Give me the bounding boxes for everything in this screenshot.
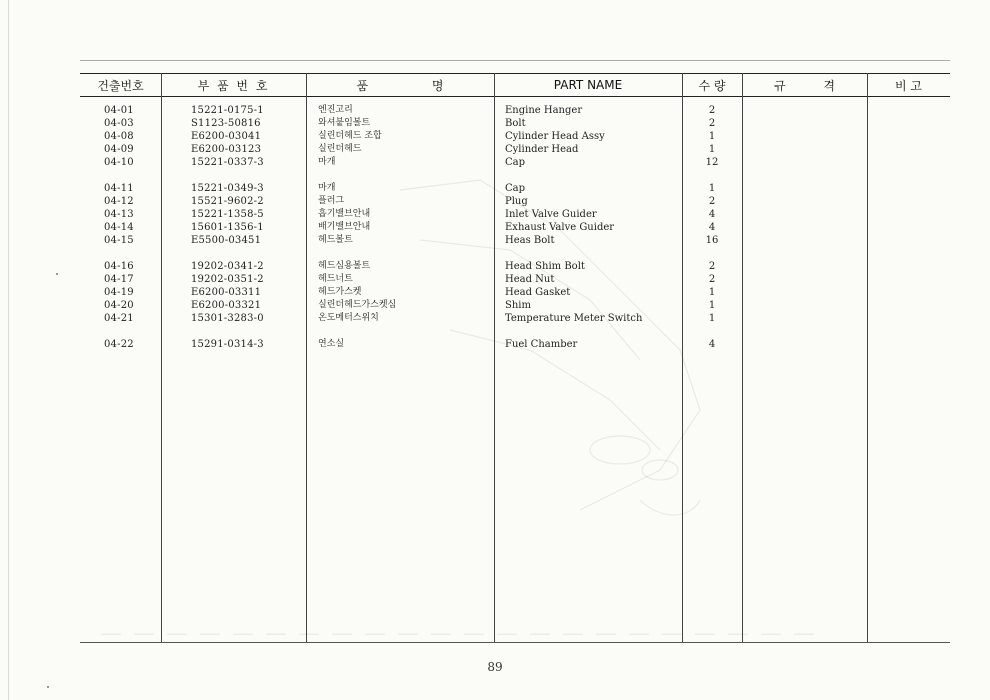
- table-row: [80, 182, 950, 195]
- cell-part-name: Inlet Valve Guider: [505, 209, 597, 220]
- cell-korean-name: 실린더헤드가스켓심: [318, 300, 397, 310]
- cell-korean-name: 헤드가스켓: [318, 287, 362, 297]
- table-row: [80, 221, 950, 234]
- cell-no: 04-12: [104, 196, 134, 207]
- cell-part-name: Heas Bolt: [505, 235, 555, 246]
- cell-qty: 2: [708, 261, 716, 272]
- table-body: [80, 104, 950, 364]
- cell-qty: 1: [708, 144, 716, 155]
- cell-part-name: Plug: [505, 196, 528, 207]
- cell-part-no: 19202-0341-2: [191, 261, 264, 272]
- cell-qty: 1: [708, 300, 716, 311]
- cell-korean-name: 와셔붙임볼트: [318, 118, 371, 128]
- cell-no: 04-17: [104, 274, 134, 285]
- table-row: [80, 104, 950, 117]
- cell-part-no: E5500-03451: [191, 235, 262, 246]
- cell-no: 04-15: [104, 235, 134, 246]
- cell-qty: 4: [708, 222, 716, 233]
- cell-part-no: 19202-0351-2: [191, 274, 264, 285]
- cell-part-name: Temperature Meter Switch: [505, 313, 643, 324]
- row-group: [80, 182, 950, 247]
- cell-qty: 16: [705, 235, 719, 246]
- cell-part-no: E6200-03041: [191, 131, 262, 142]
- cell-korean-name: 헤드심용볼트: [318, 261, 371, 271]
- cell-no: 04-08: [104, 131, 134, 142]
- scan-speck: [47, 686, 49, 688]
- cell-part-no: 15221-0349-3: [191, 183, 264, 194]
- table-row: [80, 338, 950, 351]
- cell-part-name: Cap: [505, 157, 526, 168]
- top-border: [80, 60, 950, 61]
- cell-part-name: Cap: [505, 183, 526, 194]
- row-group: [80, 260, 950, 325]
- cell-no: 04-16: [104, 261, 134, 272]
- cell-part-name: Bolt: [505, 118, 526, 129]
- cell-no: 04-14: [104, 222, 134, 233]
- cell-korean-name: 헤드너트: [318, 274, 353, 284]
- table-row: [80, 195, 950, 208]
- cell-part-no: E6200-03123: [191, 144, 262, 155]
- cell-no: 04-01: [104, 105, 134, 116]
- cell-korean-name: 온도메터스위치: [318, 313, 379, 323]
- table-row: [80, 273, 950, 286]
- header-qty: 수 량: [698, 78, 726, 93]
- table-row: [80, 260, 950, 273]
- cell-qty: 4: [708, 209, 716, 220]
- cell-korean-name: 마개: [318, 183, 336, 193]
- cell-no: 04-11: [104, 183, 134, 194]
- header-part-no: 부 품 번 호: [197, 78, 270, 93]
- cell-no: 04-21: [104, 313, 134, 324]
- table-row: [80, 130, 950, 143]
- cell-part-name: Cylinder Head: [505, 144, 579, 155]
- cell-qty: 1: [708, 131, 716, 142]
- cell-qty: 12: [705, 157, 719, 168]
- cell-part-no: E6200-03311: [191, 287, 262, 298]
- cell-part-name: Cylinder Head Assy: [505, 131, 605, 142]
- cell-part-name: Exhaust Valve Guider: [505, 222, 615, 233]
- row-group: [80, 338, 950, 351]
- table-row: [80, 156, 950, 169]
- cell-part-name: Engine Hanger: [505, 105, 583, 116]
- cell-part-name: Head Gasket: [505, 287, 571, 298]
- cell-no: 04-22: [104, 339, 134, 350]
- cell-korean-name: 흡기밸브안내: [318, 209, 371, 219]
- cell-part-no: 15221-0337-3: [191, 157, 264, 168]
- cell-no: 04-20: [104, 300, 134, 311]
- header-bottom-rule: [80, 96, 950, 97]
- row-group: [80, 104, 950, 169]
- cell-part-name: Fuel Chamber: [505, 339, 578, 350]
- cell-no: 04-13: [104, 209, 134, 220]
- table-row: [80, 234, 950, 247]
- cell-part-no: 15221-0175-1: [191, 105, 264, 116]
- parts-table: [80, 60, 950, 643]
- cell-qty: 2: [708, 196, 716, 207]
- scan-speck: [56, 273, 58, 275]
- cell-qty: 2: [708, 105, 716, 116]
- cell-part-no: 15521-9602-2: [191, 196, 264, 207]
- cell-korean-name: 실린더헤드 조합: [318, 131, 382, 141]
- cell-qty: 1: [708, 183, 716, 194]
- table-row: [80, 299, 950, 312]
- cell-no: 04-03: [104, 118, 134, 129]
- cell-qty: 2: [708, 274, 716, 285]
- cell-part-name: Head Nut: [505, 274, 555, 285]
- cell-part-no: 15301-3283-0: [191, 313, 264, 324]
- cell-qty: 1: [708, 313, 716, 324]
- cell-no: 04-09: [104, 144, 134, 155]
- cell-part-no: 15291-0314-3: [191, 339, 264, 350]
- cell-part-no: 15221-1358-5: [191, 209, 264, 220]
- page-edge-line: [8, 0, 9, 700]
- header-part-name: PART NAME: [553, 78, 623, 92]
- cell-korean-name: 플러그: [318, 196, 345, 206]
- header-remarks: 비 고: [895, 78, 922, 93]
- cell-korean-name: 엔진고리: [318, 105, 353, 115]
- cell-part-no: E6200-03321: [191, 300, 262, 311]
- cell-no: 04-10: [104, 157, 134, 168]
- cell-korean-name: 헤드볼트: [318, 235, 353, 245]
- cell-qty: 1: [708, 287, 716, 298]
- table-row: [80, 143, 950, 156]
- cell-part-no: 15601-1356-1: [191, 222, 264, 233]
- table-row: [80, 286, 950, 299]
- header-spec: 규 격: [774, 78, 835, 93]
- table-row: [80, 117, 950, 130]
- show-through-text: — — — — — — — — — — — — — — — — — — — — — —: [100, 622, 817, 647]
- page-number: 89: [487, 660, 503, 674]
- table-row: [80, 208, 950, 221]
- cell-part-name: Shim: [505, 300, 531, 311]
- header-korean-name: 품 명: [356, 78, 444, 93]
- cell-qty: 2: [708, 118, 716, 129]
- header-no: 건출번호: [97, 78, 144, 93]
- cell-korean-name: 실린더헤드: [318, 144, 362, 154]
- cell-korean-name: 배기밸브안내: [318, 222, 371, 232]
- cell-part-no: S1123-50816: [191, 118, 261, 129]
- cell-qty: 4: [708, 339, 716, 350]
- table-row: [80, 312, 950, 325]
- cell-korean-name: 연소실: [318, 339, 345, 349]
- cell-no: 04-19: [104, 287, 134, 298]
- cell-korean-name: 마개: [318, 157, 336, 167]
- cell-part-name: Head Shim Bolt: [505, 261, 585, 272]
